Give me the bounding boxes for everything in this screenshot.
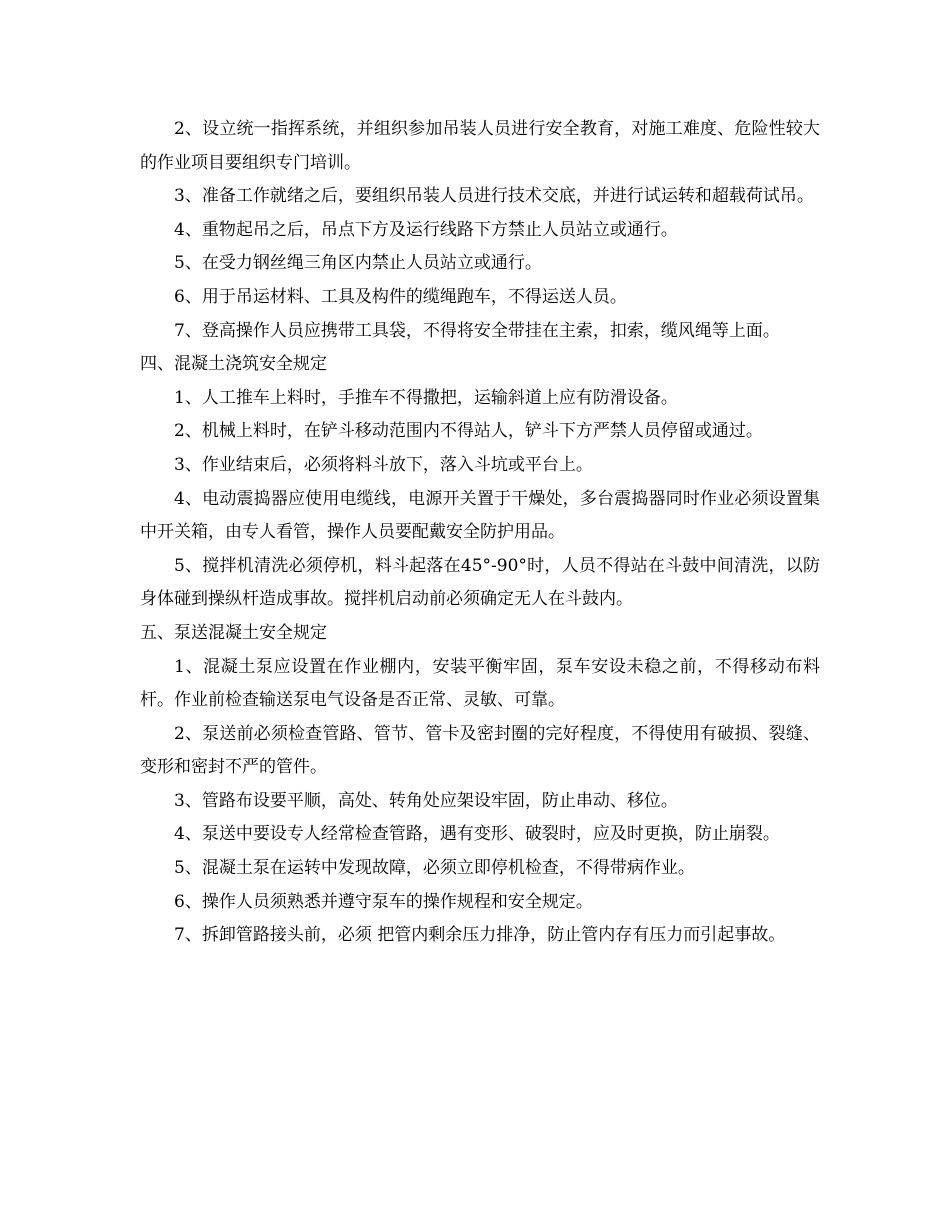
pouring-rule-1: 1、人工推车上料时，手推车不得撒把，运输斜道上应有防滑设备。 (174, 387, 678, 408)
pouring-rule-2: 2、机械上料时，在铲斗移动范围内不得站人，铲斗下方严禁人员停留或通过。 (174, 421, 763, 442)
lifting-rule-2: 2、设立统一指挥系统，并组织参加吊装人员进行安全教育，对施工难度、危险性较大的作业项目要组织专门培训。 (140, 119, 820, 173)
pumping-rule-1: 1、混凝土泵应设置在作业棚内，安装平衡牢固，泵车安设未稳之前，不得移动布料杆。作业前检查输送泵电气设备是否正常、灵敏、可靠。 (140, 656, 820, 711)
pouring-rule-3: 3、作业结束后，必须将料斗放下，落入斗坑或平台上。 (174, 454, 593, 475)
section-heading-pumped-concrete: 五、泵送混凝土安全规定 (140, 622, 327, 643)
pumping-rule-2: 2、泵送前必须检查管路、管节、管卡及密封圈的完好程度，不得使用有破损、裂缝、变形和密封不严的管件。 (140, 723, 820, 778)
pumping-rule-4: 4、泵送中要设专人经常检查管路，遇有变形、破裂时，应及时更换，防止崩裂。 (174, 824, 780, 845)
document-page (140, 113, 820, 953)
pumping-rule-7: 7、拆卸管路接头前，必须 把管内剩余压力排净，防止管内存有压力而引起事故。 (174, 925, 786, 946)
lifting-rule-3: 3、准备工作就绪之后，要组织吊装人员进行技术交底，并进行试运转和超载荷试吊。 (174, 186, 814, 207)
lifting-rules (140, 113, 820, 348)
lifting-rule-4: 4、重物起吊之后，吊点下方及运行线路下方禁止人员站立或通行。 (174, 219, 678, 240)
lifting-rule-7: 7、登高操作人员应携带工具袋，不得将安全带挂在主索，扣索，缆风绳等上面。 (174, 320, 780, 341)
pumped-concrete-section (140, 617, 820, 953)
pumping-rule-6: 6、操作人员须熟悉并遵守泵车的操作规程和安全规定。 (174, 891, 593, 912)
concrete-pouring-section (140, 348, 820, 617)
pouring-rule-4: 4、电动震捣器应使用电缆线，电源开关置于干燥处，多台震捣器同时作业必须设置集中开关箱，由专人看管，操作人员要配戴安全防护用品。 (140, 488, 820, 543)
lifting-rule-6: 6、用于吊运材料、工具及构件的缆绳跑车，不得运送人员。 (174, 286, 627, 307)
pumping-rule-3: 3、管路布设要平顺，高处、转角处应架设牢固，防止串动、移位。 (174, 790, 678, 811)
section-heading-concrete-pouring: 四、混凝土浇筑安全规定 (140, 354, 327, 375)
pumping-rule-5: 5、混凝土泵在运转中发现故障，必须立即停机检查，不得带病作业。 (174, 858, 695, 879)
pouring-rule-5: 5、搅拌机清洗必须停机，料斗起落在45°-90°时，人员不得站在斗鼓中间清洗，以防身体碰到操纵杆造成事故。搅拌机启动前必须确定无人在斗鼓内。 (140, 555, 820, 610)
lifting-rule-5: 5、在受力钢丝绳三角区内禁止人员站立或通行。 (174, 253, 542, 274)
